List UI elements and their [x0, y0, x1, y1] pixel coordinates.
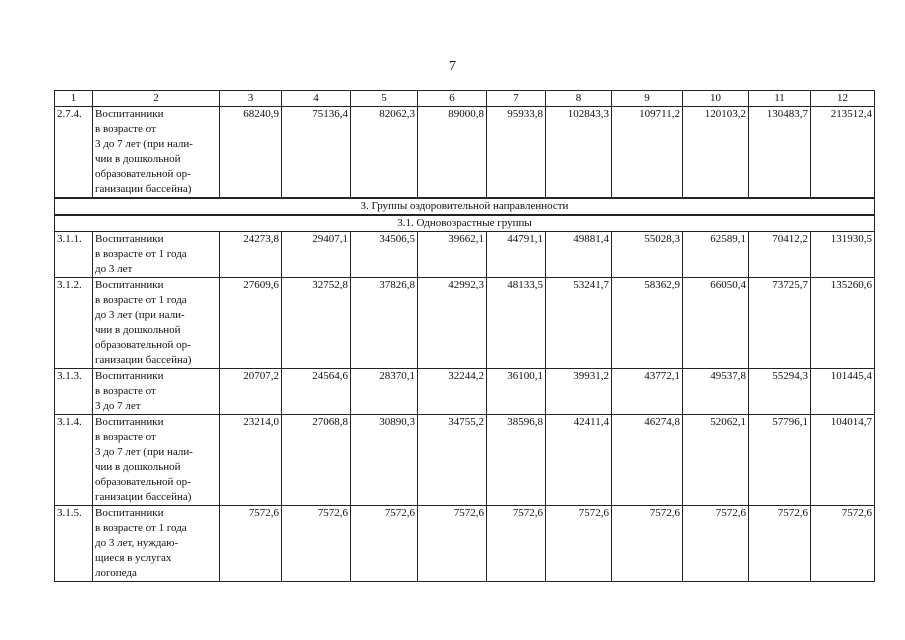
row-code: 2.7.4. — [55, 107, 93, 199]
description-line: чии в дошкольной — [95, 153, 181, 165]
description-line: Воспитанники — [95, 233, 164, 245]
value-cell-col-8: 49881,4 — [546, 232, 612, 278]
row-code: 3.1.4. — [55, 415, 93, 506]
value-cell-col-3: 24273,8 — [220, 232, 282, 278]
table-row — [55, 278, 875, 369]
description-line: ганизации бассейна) — [95, 354, 192, 366]
table-row — [55, 415, 875, 506]
value-cell-col-6: 89000,8 — [418, 107, 487, 199]
value-cell-col-7: 38596,8 — [487, 415, 546, 506]
description-line: щиеся в услугах — [95, 552, 172, 564]
value-cell-col-9: 7572,6 — [612, 506, 683, 582]
description-line: логопеда — [95, 567, 137, 579]
value-cell-col-6: 32244,2 — [418, 369, 487, 415]
value-cell-col-10: 120103,2 — [683, 107, 749, 199]
section-heading-row — [55, 198, 875, 215]
description-line: до 3 лет — [95, 263, 133, 275]
table-row — [55, 232, 875, 278]
description-line: в возрасте от — [95, 431, 156, 443]
row-description — [93, 369, 220, 415]
value-cell-col-5: 30890,3 — [351, 415, 418, 506]
value-cell-col-3: 23214,0 — [220, 415, 282, 506]
description-line: ганизации бассейна) — [95, 491, 192, 503]
row-description — [93, 107, 220, 199]
value-cell-col-12: 213512,4 — [811, 107, 875, 199]
value-cell-col-7: 36100,1 — [487, 369, 546, 415]
column-number-10: 10 — [683, 91, 749, 107]
value-cell-col-12: 104014,7 — [811, 415, 875, 506]
value-cell-col-3: 27609,6 — [220, 278, 282, 369]
value-cell-col-8: 42411,4 — [546, 415, 612, 506]
column-number-11: 11 — [749, 91, 811, 107]
value-cell-col-9: 58362,9 — [612, 278, 683, 369]
value-cell-col-12: 135260,6 — [811, 278, 875, 369]
value-cell-col-12: 131930,5 — [811, 232, 875, 278]
tariff-table — [54, 90, 875, 582]
value-cell-col-11: 130483,7 — [749, 107, 811, 199]
section-heading: 3. Группы оздоровительной направленности — [55, 198, 875, 215]
value-cell-col-7: 7572,6 — [487, 506, 546, 582]
value-cell-col-11: 7572,6 — [749, 506, 811, 582]
description-line: до 3 лет (при нали- — [95, 309, 185, 321]
description-line: Воспитанники — [95, 416, 164, 428]
column-number-4: 4 — [282, 91, 351, 107]
value-cell-col-10: 7572,6 — [683, 506, 749, 582]
value-cell-col-11: 55294,3 — [749, 369, 811, 415]
row-description — [93, 232, 220, 278]
table-row — [55, 107, 875, 199]
column-number-12: 12 — [811, 91, 875, 107]
row-description — [93, 278, 220, 369]
value-cell-col-3: 20707,2 — [220, 369, 282, 415]
value-cell-col-12: 7572,6 — [811, 506, 875, 582]
value-cell-col-4: 27068,8 — [282, 415, 351, 506]
description-line: Воспитанники — [95, 507, 164, 519]
column-number-1: 1 — [55, 91, 93, 107]
value-cell-col-8: 53241,7 — [546, 278, 612, 369]
section-heading: 3.1. Одновозрастные группы — [55, 215, 875, 232]
value-cell-col-4: 24564,6 — [282, 369, 351, 415]
value-cell-col-9: 55028,3 — [612, 232, 683, 278]
description-line: 3 до 7 лет (при нали- — [95, 138, 193, 150]
value-cell-col-6: 7572,6 — [418, 506, 487, 582]
page-number: 7 — [449, 59, 456, 74]
description-line: в возрасте от 1 года — [95, 294, 187, 306]
value-cell-col-7: 95933,8 — [487, 107, 546, 199]
value-cell-col-12: 101445,4 — [811, 369, 875, 415]
description-line: образовательной ор- — [95, 476, 191, 488]
table-row — [55, 506, 875, 582]
value-cell-col-7: 48133,5 — [487, 278, 546, 369]
section-heading-row — [55, 215, 875, 232]
column-number-6: 6 — [418, 91, 487, 107]
value-cell-col-7: 44791,1 — [487, 232, 546, 278]
table-row — [55, 369, 875, 415]
value-cell-col-4: 7572,6 — [282, 506, 351, 582]
value-cell-col-5: 7572,6 — [351, 506, 418, 582]
value-cell-col-11: 70412,2 — [749, 232, 811, 278]
value-cell-col-4: 32752,8 — [282, 278, 351, 369]
description-line: в возрасте от 1 года — [95, 522, 187, 534]
value-cell-col-4: 29407,1 — [282, 232, 351, 278]
description-line: образовательной ор- — [95, 168, 191, 180]
value-cell-col-8: 7572,6 — [546, 506, 612, 582]
value-cell-col-5: 28370,1 — [351, 369, 418, 415]
value-cell-col-4: 75136,4 — [282, 107, 351, 199]
value-cell-col-11: 73725,7 — [749, 278, 811, 369]
description-line: чии в дошкольной — [95, 324, 181, 336]
row-description — [93, 506, 220, 582]
column-number-row — [55, 91, 875, 107]
row-code: 3.1.5. — [55, 506, 93, 582]
description-line: Воспитанники — [95, 370, 164, 382]
column-number-2: 2 — [93, 91, 220, 107]
value-cell-col-6: 42992,3 — [418, 278, 487, 369]
row-code: 3.1.2. — [55, 278, 93, 369]
value-cell-col-3: 7572,6 — [220, 506, 282, 582]
description-line: образовательной ор- — [95, 339, 191, 351]
description-line: в возрасте от 1 года — [95, 248, 187, 260]
value-cell-col-9: 109711,2 — [612, 107, 683, 199]
description-line: 3 до 7 лет (при нали- — [95, 446, 193, 458]
value-cell-col-5: 37826,8 — [351, 278, 418, 369]
row-code: 3.1.1. — [55, 232, 93, 278]
column-number-8: 8 — [546, 91, 612, 107]
value-cell-col-9: 43772,1 — [612, 369, 683, 415]
value-cell-col-9: 46274,8 — [612, 415, 683, 506]
description-line: чии в дошкольной — [95, 461, 181, 473]
description-line: Воспитанники — [95, 279, 164, 291]
column-number-9: 9 — [612, 91, 683, 107]
value-cell-col-10: 66050,4 — [683, 278, 749, 369]
value-cell-col-8: 102843,3 — [546, 107, 612, 199]
value-cell-col-3: 68240,9 — [220, 107, 282, 199]
description-line: в возрасте от — [95, 123, 156, 135]
description-line: Воспитанники — [95, 108, 164, 120]
description-line: ганизации бассейна) — [95, 183, 192, 195]
description-line: 3 до 7 лет — [95, 400, 141, 412]
value-cell-col-6: 34755,2 — [418, 415, 487, 506]
value-cell-col-10: 49537,8 — [683, 369, 749, 415]
value-cell-col-6: 39662,1 — [418, 232, 487, 278]
description-line: в возрасте от — [95, 385, 156, 397]
value-cell-col-5: 82062,3 — [351, 107, 418, 199]
value-cell-col-10: 52062,1 — [683, 415, 749, 506]
value-cell-col-10: 62589,1 — [683, 232, 749, 278]
value-cell-col-8: 39931,2 — [546, 369, 612, 415]
value-cell-col-5: 34506,5 — [351, 232, 418, 278]
column-number-5: 5 — [351, 91, 418, 107]
column-number-3: 3 — [220, 91, 282, 107]
description-line: до 3 лет, нуждаю- — [95, 537, 179, 549]
value-cell-col-11: 57796,1 — [749, 415, 811, 506]
column-number-7: 7 — [487, 91, 546, 107]
row-code: 3.1.3. — [55, 369, 93, 415]
row-description — [93, 415, 220, 506]
